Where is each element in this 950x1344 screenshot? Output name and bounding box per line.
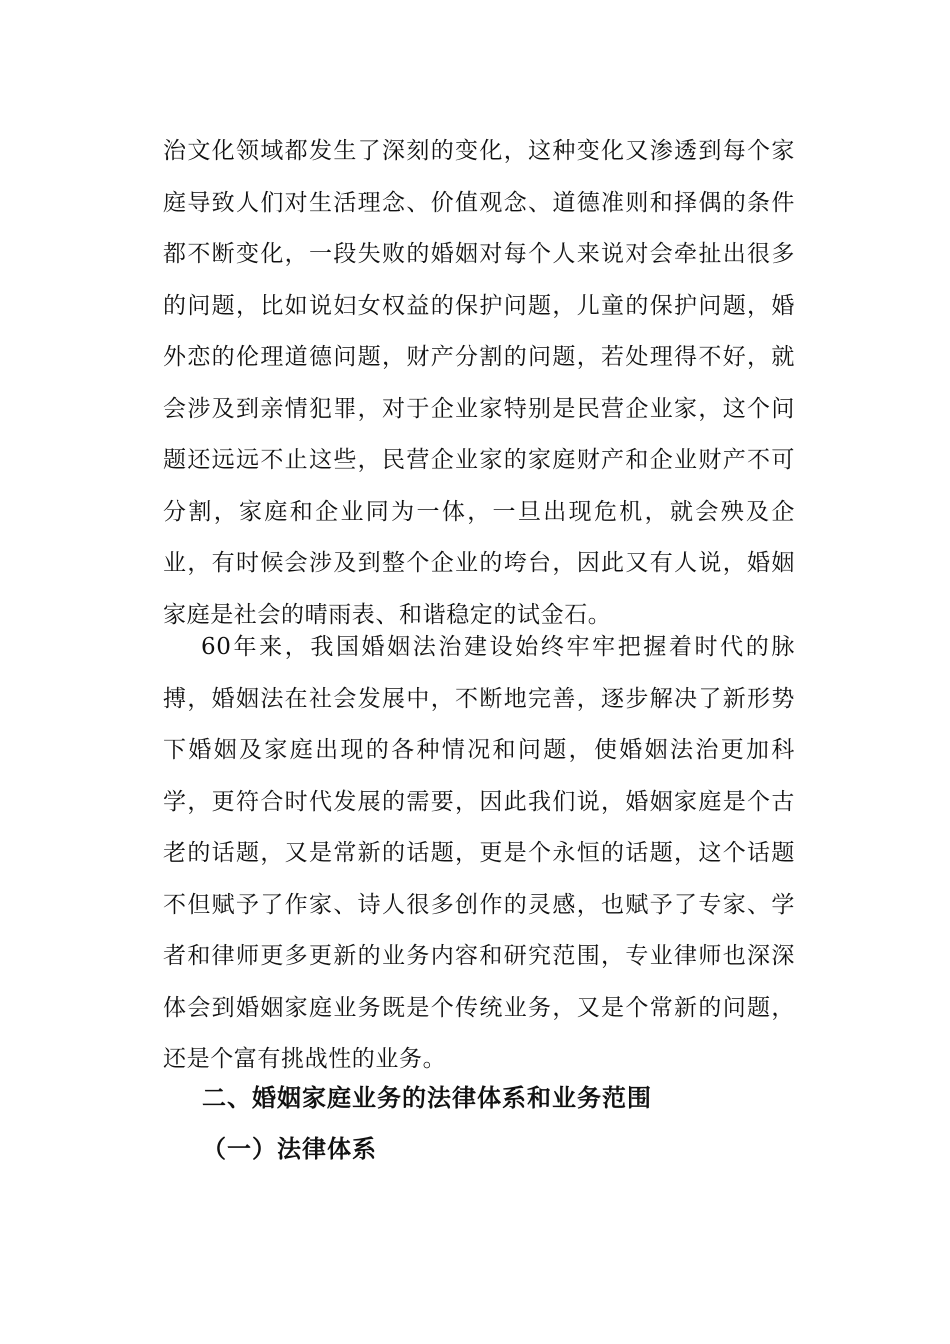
body-paragraph-1: 治文化领域都发生了深刻的变化，这种变化又渗透到每个家庭导致人们对生活理念、价值观念、道德准则和择偶的条件都不断变化，一段失败的婚姻对每个人来说对会牵扯出很多的问题，比如说妇女权益的保护问题，儿童的保护问题，婚外恋的伦理道德问题，财产分割的问题，若处理得不好，就会涉及到亲情犯罪，对于企业家特别是民营企业家，这个问题还远远不止这些，民营企业家的家庭财产和企业财产不可分割，家庭和企业同为一体，一旦出现危机，就会殃及企业，有时候会涉及到整个企业的垮台，因此又有人说，婚姻家庭是社会的晴雨表、和谐稳定的试金石。 bbox=[163, 138, 795, 628]
section-heading: 二、婚姻家庭业务的法律体系和业务范围 bbox=[202, 1083, 652, 1112]
body-paragraph-2: 60年来，我国婚姻法治建设始终牢牢把握着时代的脉搏，婚姻法在社会发展中，不断地完善，逐步解决了新形势下婚姻及家庭出现的各种情况和问题，使婚姻法治更加科学，更符合时代发展的需要，因此我们说，婚姻家庭是个古老的话题，又是常新的话题，更是个永恒的话题，这个话题不但赋予了作家、诗人很多创作的灵感，也赋予了专家、学者和律师更多更新的业务内容和研究范围，专业律师也深深体会到婚姻家庭业务既是个传统业务，又是个常新的问题，还是个富有挑战性的业务。 bbox=[163, 634, 795, 1072]
subsection-heading: （一）法律体系 bbox=[202, 1134, 377, 1163]
